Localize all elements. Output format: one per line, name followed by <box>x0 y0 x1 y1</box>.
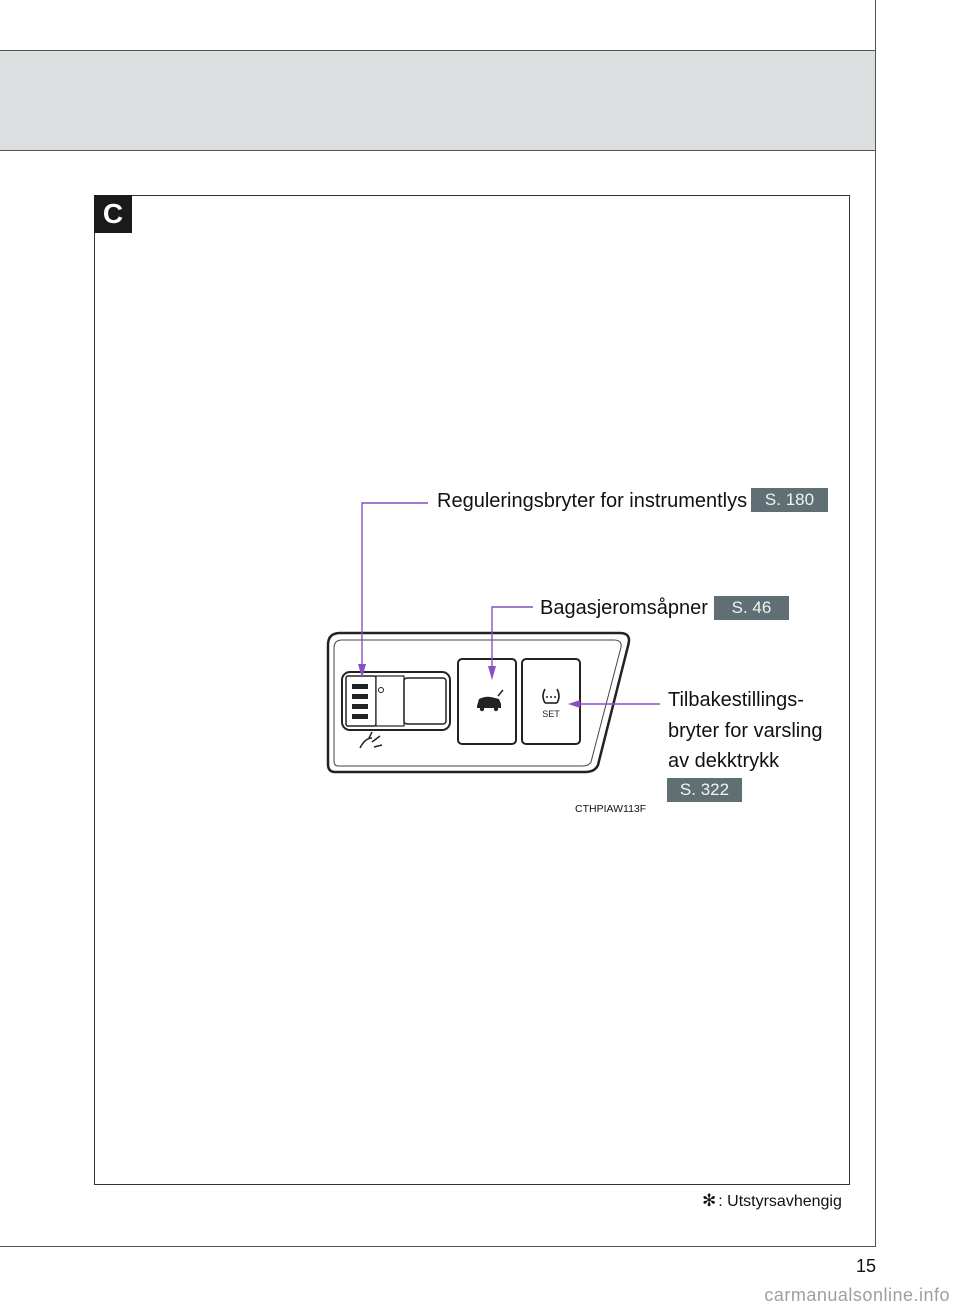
trunk-page-ref-badge: S. 46 <box>714 596 789 620</box>
dimmer-page-ref-badge: S. 180 <box>751 488 828 512</box>
section-badge: C <box>94 195 132 233</box>
dimmer-switch-label: Reguleringsbryter for instrumentlys <box>437 490 748 512</box>
footnote-text: : Utstyrsavhengig <box>718 1193 842 1210</box>
tpms-set-text: SET <box>542 709 560 719</box>
tpms-page-ref-badge: S. 322 <box>667 778 742 802</box>
footnote <box>702 1191 842 1211</box>
tpms-label-line-3: av dekktrykk <box>668 750 780 772</box>
tpms-label-line-1: Tilbakestillings- <box>668 689 804 711</box>
page-number: 15 <box>856 1256 877 1276</box>
equipment-star-icon: ✻ <box>702 1191 717 1210</box>
tpms-reset-button <box>522 659 580 744</box>
watermark: carmanualsonline.info <box>764 1285 950 1305</box>
tpms-label-line-2: bryter for varsling <box>668 720 823 742</box>
illustration-code: CTHPIAW113F <box>575 803 647 815</box>
trunk-opener-label: Bagasjeromsåpner <box>540 597 708 619</box>
